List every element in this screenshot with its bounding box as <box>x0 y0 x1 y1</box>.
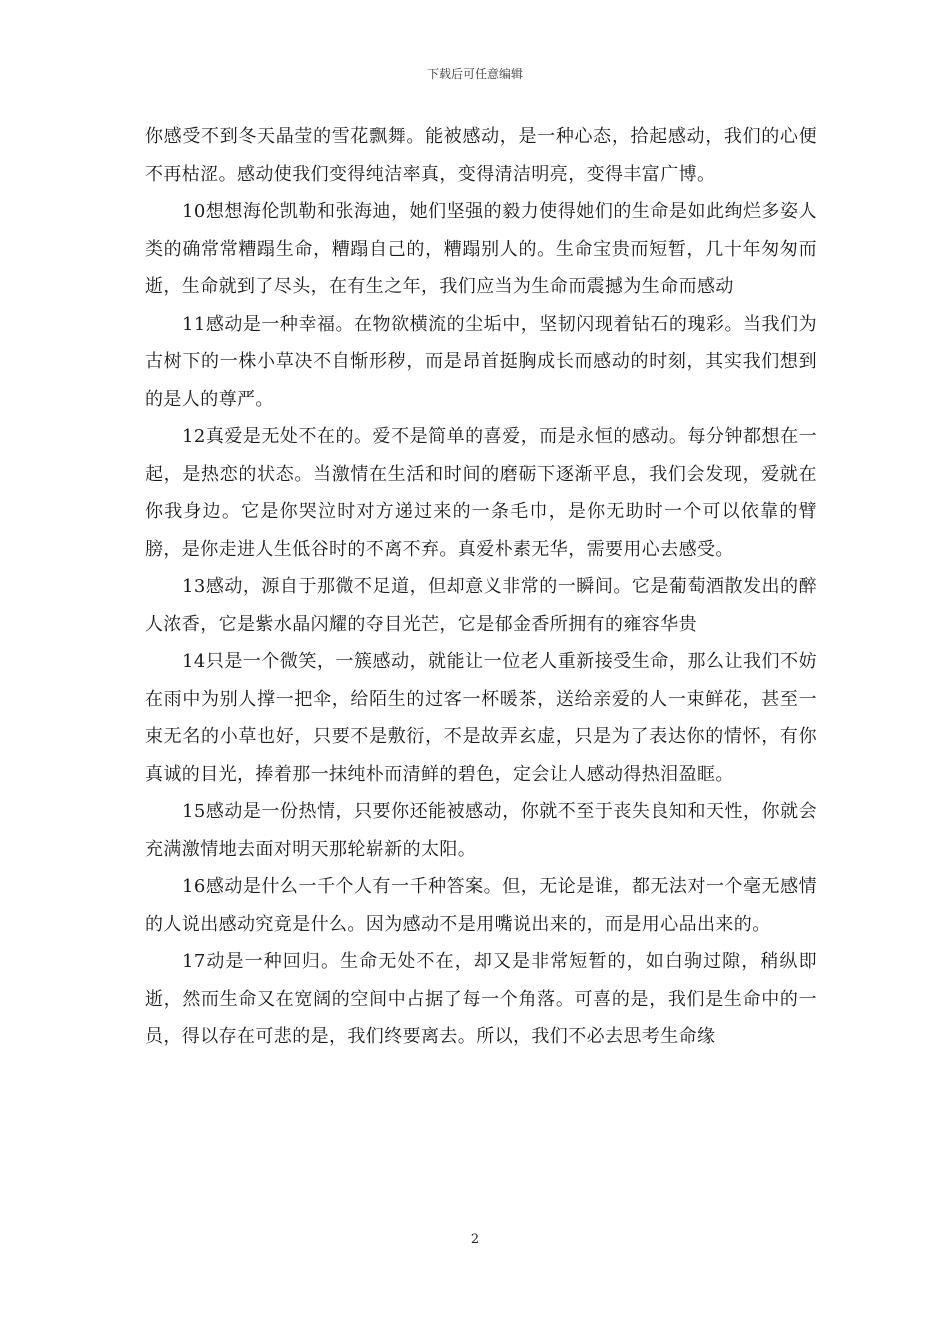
paragraph: 12真爱是无处不在的。爱不是简单的喜爱，而是永恒的感动。每分钟都想在一起，是热恋的状态。当激情在生活和时间的磨砺下逐渐平息，我们会发现，爱就在你我身边。它是你哭泣时对方递过来的一条毛巾，是你无助时一个可以依靠的臂膀，是你走进人生低谷时的不离不弃。真爱朴素无华，需要用心去感受。 <box>145 426 817 560</box>
paragraph: 你感受不到冬天晶莹的雪花飘舞。能被感动，是一种心态，拾起感动，我们的心便不再枯涩。感动使我们变得纯洁率真，变得清洁明亮，变得丰富广博。 <box>145 126 817 185</box>
paragraph: 11感动是一种幸福。在物欲横流的尘垢中，坚韧闪现着钻石的瑰彩。当我们为古树下的一株小草决不自惭形秽，而是昂首挺胸成长而感动的时刻，其实我们想到的是人的尊严。 <box>145 313 817 410</box>
paragraph: 13感动，源自于那微不足道，但却意义非常的一瞬间。它是葡萄酒散发出的醉人浓香，它是紫水晶闪耀的夺目光芒，它是郁金香所拥有的雍容华贵 <box>145 576 817 635</box>
paragraph: 14只是一个微笑，一簇感动，就能让一位老人重新接受生命，那么让我们不妨在雨中为别人撑一把伞，给陌生的过客一杯暖茶，送给亲爱的人一束鲜花，甚至一束无名的小草也好，只要不是敷衍，不是故弄玄虚，只是为了表达你的情怀，有你真诚的目光，捧着那一抹纯朴而清鲜的碧色，定会让人感动得热泪盈眶。 <box>145 651 817 785</box>
paragraph: 16感动是什么一千个人有一千种答案。但，无论是谁，都无法对一个毫无感情的人说出感动究竟是什么。因为感动不是用嘴说出来的，而是用心品出来的。 <box>145 876 817 935</box>
page-header: 下载后可任意编辑 <box>426 67 523 81</box>
paragraph: 10想想海伦凯勒和张海迪，她们坚强的毅力使得她们的生命是如此绚烂多姿人类的确常常糟蹋生命，糟蹋自己的，糟蹋别人的。生命宝贵而短暂，几十年匆匆而逝，生命就到了尽头，在有生之年，我们应当为生命而震撼为生命而感动 <box>145 201 817 297</box>
paragraph: 15感动是一份热情，只要你还能被感动，你就不至于丧失良知和天性，你就会充满激情地去面对明天那轮崭新的太阳。 <box>145 801 817 860</box>
document-body <box>145 118 817 1056</box>
page-number: 2 <box>470 1232 480 1247</box>
paragraph: 17动是一种回归。生命无处不在，却又是非常短暂的，如白驹过隙，稍纵即逝，然而生命又在宽阔的空间中占据了每一个角落。可喜的是，我们是生命中的一员，得以存在可悲的是，我们终要离去。所以，我们不必去思考生命缘 <box>145 951 817 1047</box>
